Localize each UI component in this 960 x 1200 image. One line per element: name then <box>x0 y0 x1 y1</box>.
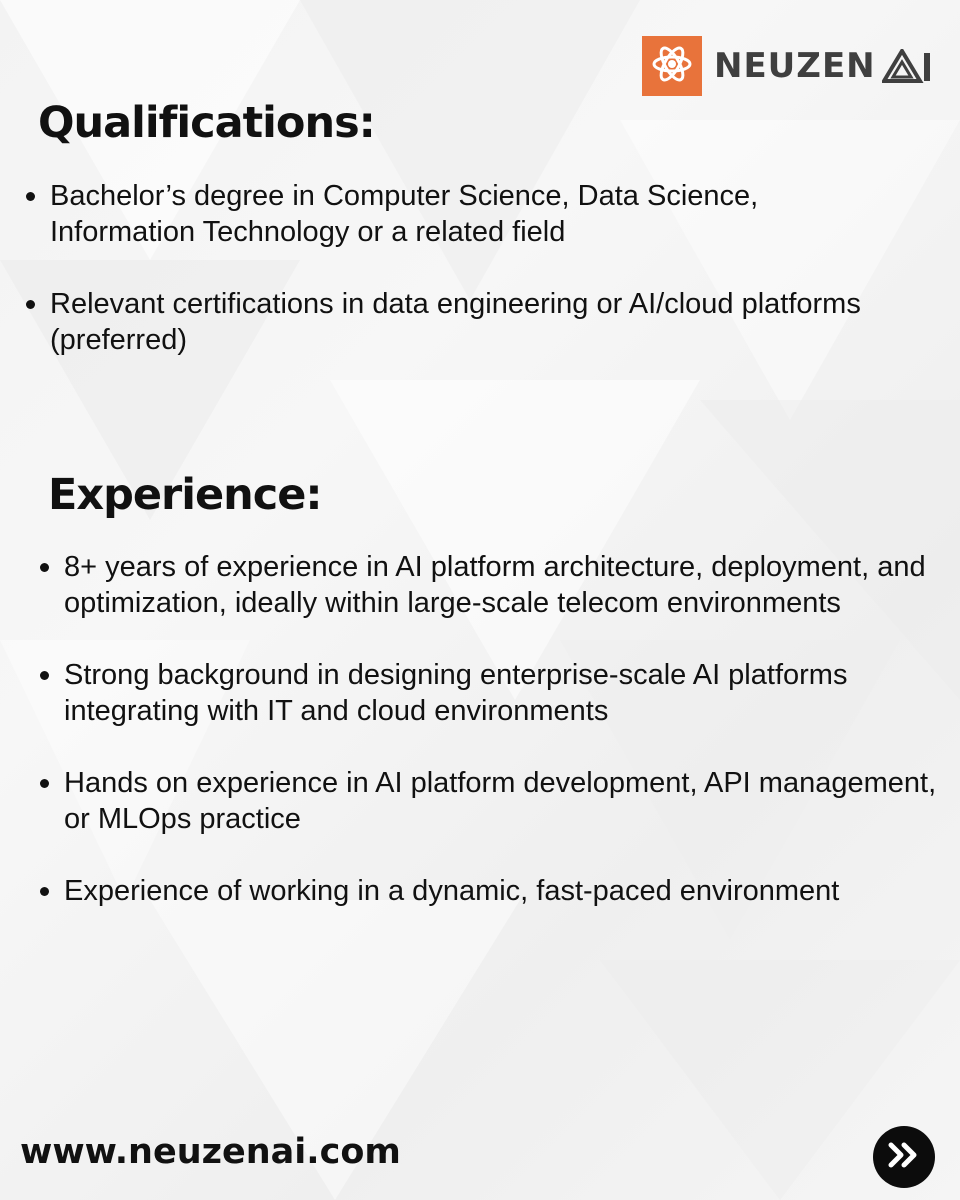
bullet-icon <box>26 192 35 201</box>
list-item <box>38 765 948 837</box>
next-button[interactable] <box>873 1126 935 1188</box>
bullet-icon <box>40 563 49 572</box>
experience-title: Experience: <box>48 470 322 520</box>
atom-icon <box>650 42 694 91</box>
list-item <box>38 873 948 909</box>
list-item-text: 8+ years of experience in AI platform architecture, deployment, and optimization, ideally within large-scale telecom environments <box>64 551 926 619</box>
brand-wordmark <box>714 46 934 86</box>
qualifications-title: Qualifications: <box>38 98 375 148</box>
qualifications-list <box>24 178 904 394</box>
triangle-ai-icon <box>882 49 934 83</box>
brand-header[interactable] <box>642 36 942 96</box>
list-item <box>24 286 904 358</box>
list-item <box>24 178 904 250</box>
bullet-icon <box>40 887 49 896</box>
double-chevron-right-icon <box>887 1142 921 1173</box>
list-item-text: Bachelor’s degree in Computer Science, Data Science, Information Technology or a related field <box>50 180 759 248</box>
brand-logo <box>642 36 702 96</box>
experience-list <box>38 549 948 945</box>
list-item-text: Strong background in designing enterprise-scale AI platforms integrating with IT and cloud environments <box>64 659 848 727</box>
list-item-text: Experience of working in a dynamic, fast-paced environment <box>64 875 840 907</box>
brand-name: NEUZEN <box>714 46 876 86</box>
list-item-text: Relevant certifications in data engineering or AI/cloud platforms (preferred) <box>50 288 861 356</box>
list-item <box>38 549 948 621</box>
bullet-icon <box>26 300 35 309</box>
list-item-text: Hands on experience in AI platform development, API management, or MLOps practice <box>64 767 937 835</box>
list-item <box>38 657 948 729</box>
bullet-icon <box>40 671 49 680</box>
bullet-icon <box>40 779 49 788</box>
website-link[interactable]: www.neuzenai.com <box>20 1132 401 1172</box>
